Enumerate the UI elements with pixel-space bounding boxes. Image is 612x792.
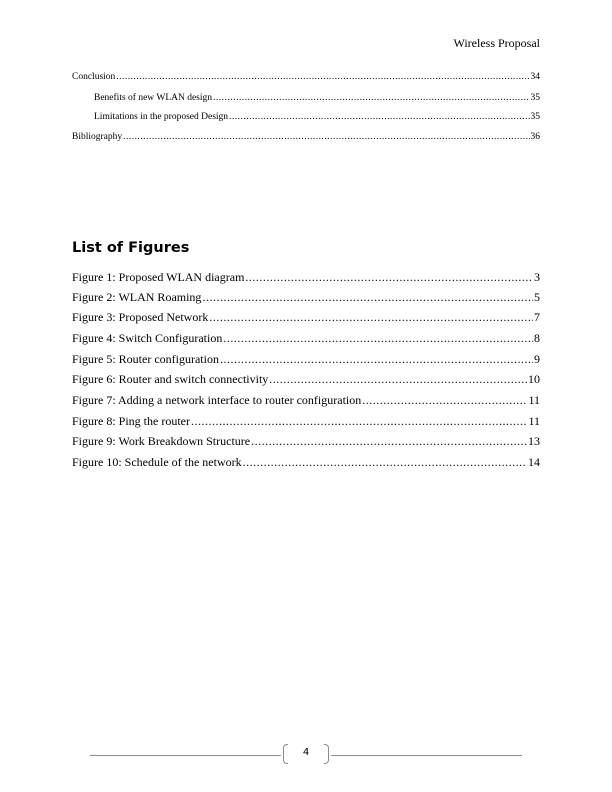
figure-entry[interactable]: [72, 393, 540, 408]
dot-leader: [223, 331, 533, 346]
figure-entry[interactable]: [72, 414, 540, 429]
figure-entry-label: Figure 10: Schedule of the network: [72, 455, 242, 469]
dot-leader: [362, 393, 527, 408]
dot-leader: [220, 352, 533, 367]
figure-entry-page: 13: [528, 434, 540, 448]
toc-entry-conclusion[interactable]: [72, 72, 540, 82]
figure-entry[interactable]: [72, 270, 540, 285]
dot-leader: [123, 132, 529, 142]
figure-entry-label: Figure 8: Ping the router: [72, 414, 190, 428]
figure-entry-page: 10: [528, 372, 540, 386]
figure-entry[interactable]: [72, 331, 540, 346]
figure-entry-page: 3: [534, 270, 540, 284]
toc-entry-label: Benefits of new WLAN design: [94, 93, 213, 103]
page-number: 4: [302, 747, 310, 758]
figure-entry-label: Figure 9: Work Breakdown Structure: [72, 434, 251, 448]
figure-entry-label: Figure 2: WLAN Roaming: [72, 290, 202, 304]
figure-entry-label: Figure 6: Router and switch connectivity: [72, 372, 269, 386]
figure-entry-page: 14: [528, 455, 540, 469]
figure-entry-label: Figure 5: Router configuration: [72, 352, 219, 366]
figure-entry-page: 7: [534, 310, 540, 324]
list-of-figures-heading: List of Figures: [72, 240, 190, 256]
dot-leader: [243, 455, 527, 470]
figure-entry-label: Figure 4: Switch Configuration: [72, 331, 223, 345]
dot-leader: [269, 372, 527, 387]
dot-leader: [229, 112, 529, 122]
figure-entry-label: Figure 1: Proposed WLAN diagram: [72, 270, 245, 284]
dot-leader: [251, 434, 527, 449]
figure-entry-page: 9: [534, 352, 540, 366]
toc-entry-page: 35: [530, 112, 540, 122]
toc-entry-limitations[interactable]: [94, 112, 540, 122]
running-header: Wireless Proposal: [453, 36, 540, 50]
dot-leader: [245, 270, 533, 285]
footer-rule-left: [90, 755, 281, 756]
figure-entry[interactable]: [72, 352, 540, 367]
figure-entry-page: 8: [534, 331, 540, 345]
figure-entry[interactable]: [72, 372, 540, 387]
toc-entry-page: 34: [530, 72, 540, 82]
bracket-left-icon: [283, 744, 288, 764]
toc-entry-benefits[interactable]: [94, 93, 540, 103]
footer-rule-right: [331, 755, 522, 756]
figure-entry-label: Figure 7: Adding a network interface to router configuration: [72, 393, 362, 407]
bracket-right-icon: [324, 744, 329, 764]
figure-entry[interactable]: [72, 434, 540, 449]
toc-entry-page: 36: [530, 132, 540, 142]
figure-entry[interactable]: [72, 310, 540, 325]
dot-leader: [213, 93, 529, 103]
toc-entry-label: Limitations in the proposed Design: [94, 112, 229, 122]
dot-leader: [191, 414, 527, 429]
toc-entry-label: Conclusion: [72, 72, 116, 82]
toc-entry-label: Bibliography: [72, 132, 123, 142]
figure-entry-page: 5: [534, 290, 540, 304]
figure-entry-page: 11: [528, 393, 540, 407]
toc-entry-page: 35: [530, 93, 540, 103]
toc-entry-bibliography[interactable]: [72, 132, 540, 142]
figure-entry[interactable]: [72, 455, 540, 470]
figure-entry[interactable]: [72, 290, 540, 305]
dot-leader: [116, 72, 529, 82]
dot-leader: [202, 290, 533, 305]
figure-entry-label: Figure 3: Proposed Network: [72, 310, 209, 324]
figure-entry-page: 11: [528, 414, 540, 428]
dot-leader: [209, 310, 533, 325]
